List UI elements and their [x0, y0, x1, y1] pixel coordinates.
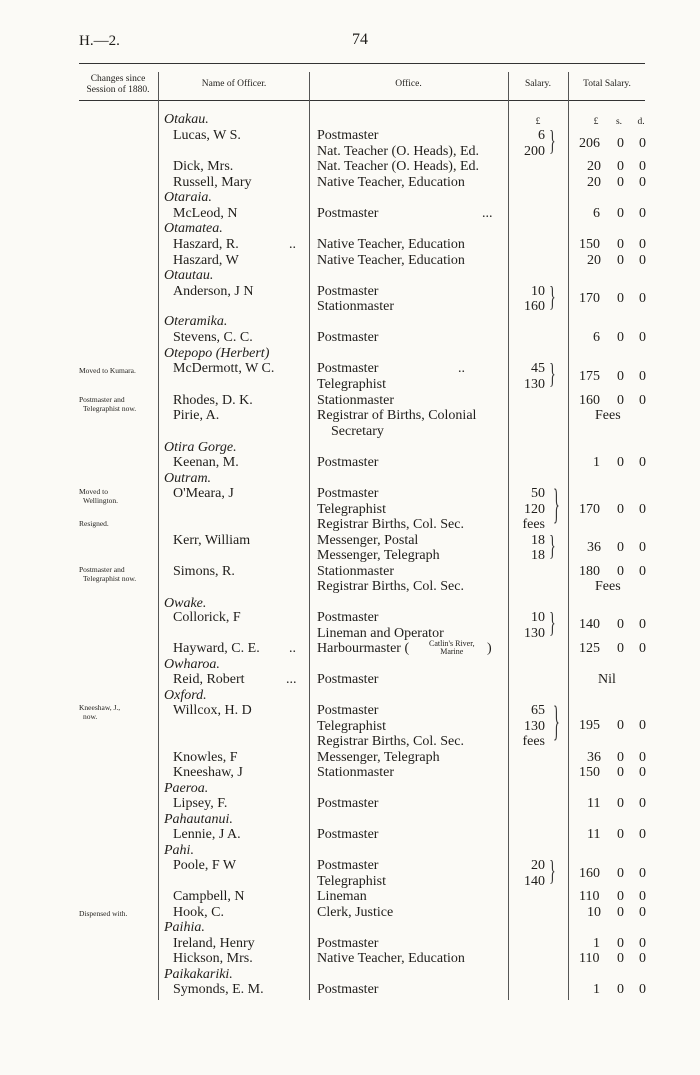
- table-row: Simons, R. Stationmaster 180 0 0: [173, 564, 646, 579]
- column-header-changes: Changes since Session of 1880.: [86, 74, 150, 95]
- table-row: Pahi.: [164, 843, 194, 858]
- salary-brace: }: [549, 284, 556, 314]
- table-row: Paihia.: [164, 920, 205, 935]
- table-row: Lennie, J A. Postmaster 11 0 0: [173, 827, 646, 842]
- total-unit-shillings: s.: [615, 117, 623, 127]
- table-row: Kneeshaw, J Stationmaster 150 0 0: [173, 765, 646, 780]
- table-row: Knowles, F Messenger, Telegraph 36 0 0: [173, 750, 646, 765]
- table-row: Collorick, F Postmaster 10: [173, 610, 545, 625]
- table-row: Owharoa.: [164, 657, 220, 672]
- total-row: 36 0 0: [587, 540, 646, 555]
- column-header-salary: Salary.: [524, 79, 552, 89]
- table-row: Stationmaster 160: [317, 299, 545, 314]
- total-row: 160 0 0: [579, 866, 646, 881]
- table-row: Pahautanui.: [164, 812, 233, 827]
- table-row: Haszard, W Native Teacher, Education 20 0 0: [173, 253, 646, 268]
- total-row: 175 0 0: [579, 369, 646, 384]
- total-unit-pence: d.: [637, 117, 645, 127]
- table-row: Russell, Mary Native Teacher, Education 20 0 0: [173, 175, 646, 190]
- margin-note-simons: Postmaster and Telegraphist now.: [79, 565, 137, 583]
- table-row: Hickson, Mrs. Native Teacher, Education 110 0 0: [173, 951, 646, 966]
- table-row: Telegraphist 140: [317, 874, 545, 889]
- column-header-total: Total Salary.: [583, 79, 631, 89]
- table-row: Lineman and Operator 130: [317, 626, 545, 641]
- total-row: 170 0 0: [579, 291, 646, 306]
- table-row: Telegraphist 130: [317, 377, 545, 392]
- total-row: 195 0 0: [579, 718, 646, 733]
- table-row: Anderson, J N Postmaster 10: [173, 284, 545, 299]
- table-row: McLeod, N Postmaster ... 6 0 0: [173, 206, 646, 221]
- salary-brace: }: [553, 485, 560, 530]
- table-row: Nat. Teacher (O. Heads), Ed. 200: [317, 144, 545, 159]
- margin-note-omeara: Moved to Wellington.: [79, 487, 119, 505]
- salary-brace: }: [549, 533, 556, 563]
- table-row: Registrar Births, Col. Sec. Fees: [317, 579, 621, 594]
- table-row: Symonds, E. M. Postmaster 1 0 0: [173, 982, 646, 997]
- table-row: Owake.: [164, 596, 207, 611]
- table-row: Pirie, A. Registrar of Births, Colonial Fees: [173, 408, 621, 423]
- salary-brace: }: [549, 361, 556, 391]
- salary-brace: }: [549, 610, 556, 640]
- total-unit-pounds: £: [593, 117, 599, 127]
- salary-brace: }: [553, 702, 560, 747]
- margin-note-resigned: Resigned.: [79, 519, 109, 528]
- total-row: 170 0 0: [579, 502, 646, 517]
- table-row: Reid, Robert ... Postmaster Nil: [173, 672, 616, 687]
- table-row: Stevens, C. C. Postmaster 6 0 0: [173, 330, 646, 345]
- table-row: Otautau.: [164, 268, 214, 283]
- table-row: Otira Gorge.: [164, 440, 237, 455]
- page-number: 74: [352, 31, 368, 48]
- table-row: Otakau.: [164, 112, 209, 127]
- margin-note-mcdermott: Moved to Kumara.: [79, 366, 136, 375]
- table-row: Otaraia.: [164, 190, 212, 205]
- table-row: McDermott, W C. Postmaster .. 45: [173, 361, 545, 376]
- harbourmaster-location: Catlin's River, Marine: [429, 639, 475, 656]
- salary-brace: }: [549, 858, 556, 888]
- table-row: Dick, Mrs. Nat. Teacher (O. Heads), Ed. 20 0 0: [173, 159, 646, 174]
- table-row: Messenger, Telegraph 18: [317, 548, 545, 563]
- table-row: Lipsey, F. Postmaster 11 0 0: [173, 796, 646, 811]
- table-row: Otamatea.: [164, 221, 223, 236]
- table-row: Ireland, Henry Postmaster 1 0 0: [173, 936, 646, 951]
- table-top-rule: [79, 63, 645, 64]
- margin-note-rhodes: Postmaster and Telegraphist now.: [79, 395, 137, 413]
- table-row: Paikakariki.: [164, 967, 233, 982]
- table-row: Oteramika.: [164, 314, 228, 329]
- table-row: Poole, F W Postmaster 20: [173, 858, 545, 873]
- total-row: 206 0 0: [579, 136, 646, 151]
- table-header-rule: [79, 100, 645, 101]
- table-row: Otepopo (Herbert): [164, 346, 270, 361]
- table-row: Willcox, H. D Postmaster 65: [173, 703, 545, 718]
- table-row: Oxford.: [164, 688, 207, 703]
- table-row: Outram.: [164, 471, 212, 486]
- table-row: Haszard, R. .. Native Teacher, Education 150 0 0: [173, 237, 646, 252]
- table-row: O'Meara, J Postmaster 50: [173, 486, 545, 501]
- column-header-name: Name of Officer.: [201, 79, 267, 89]
- table-row: Rhodes, D. K. Stationmaster 160 0 0: [173, 393, 646, 408]
- salary-brace: }: [549, 128, 556, 158]
- table-row: Hayward, C. E. .. Harbourmaster ( Catlin's River, Marine ) 125 0 0: [173, 639, 646, 656]
- table-row: Kerr, William Messenger, Postal 18: [173, 533, 545, 548]
- table-row: Campbell, N Lineman 110 0 0: [173, 889, 646, 904]
- table-row: Registrar Births, Col. Sec. fees: [317, 517, 545, 532]
- total-row: 140 0 0: [579, 617, 646, 632]
- margin-note-hook: Dispensed with.: [79, 909, 128, 918]
- table-row: Lucas, W S. Postmaster 6: [173, 128, 545, 143]
- table-row: Keenan, M. Postmaster 1 0 0: [173, 455, 646, 470]
- table-row: Hook, C. Clerk, Justice 10 0 0: [173, 905, 646, 920]
- margin-note-willcox: Kneeshaw, J., now.: [79, 703, 121, 721]
- table-row: Secretary: [331, 424, 384, 439]
- table-row: Paeroa.: [164, 781, 209, 796]
- table-row: Registrar Births, Col. Sec. fees: [317, 734, 545, 749]
- table-row: Telegraphist 130: [317, 719, 545, 734]
- salary-unit-pounds: £: [535, 117, 541, 127]
- table-row: Telegraphist 120: [317, 502, 545, 517]
- document-reference: H.—2.: [79, 33, 120, 49]
- column-header-office: Office.: [395, 79, 422, 89]
